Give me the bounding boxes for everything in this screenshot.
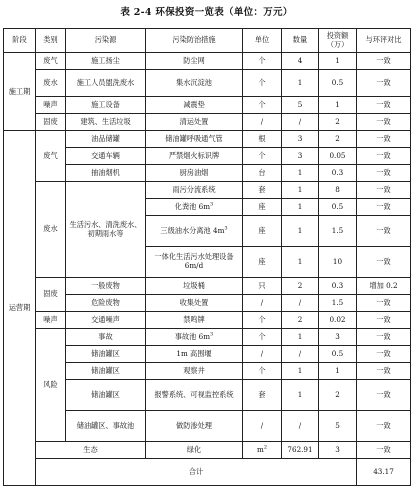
- category-eco: 生态: [36, 442, 146, 459]
- cell-investment: 1: [319, 53, 357, 70]
- cell-compare: 一致: [357, 199, 411, 216]
- cell-investment: 1: [319, 97, 357, 114]
- cell-quantity: 1: [282, 247, 319, 278]
- cell-measure: 集水沉淀池: [146, 70, 243, 97]
- cell-compare: 增加 0.2: [357, 278, 411, 295]
- cell-quantity: /: [282, 411, 319, 442]
- cell-compare: 一致: [357, 363, 411, 380]
- cell-measure: 报警系统、可视监控系统: [146, 380, 243, 411]
- cell-compare: 一致: [357, 70, 411, 97]
- cell-quantity: 3: [282, 148, 319, 165]
- cell-source: 建筑、生活垃圾: [66, 114, 146, 131]
- table-row: [4, 114, 411, 131]
- cell-measure: [146, 247, 243, 278]
- cell-source: 储油罐区、事故池: [66, 411, 146, 442]
- cell-investment: 0.05: [319, 148, 357, 165]
- cell-investment: 1.5: [319, 295, 357, 312]
- table-row: [4, 329, 411, 346]
- table-header-row: [4, 29, 411, 53]
- cell-unit: [243, 442, 282, 459]
- superscript: 3: [210, 331, 214, 338]
- cell-quantity: 2: [282, 312, 319, 329]
- table-row: [4, 165, 411, 182]
- cell-source: 危险废物: [66, 295, 146, 312]
- cell-unit: 个: [243, 148, 282, 165]
- header-compare: 与环评对比: [357, 29, 411, 53]
- category-noise: 噪声: [36, 97, 66, 114]
- cell-investment: 0.02: [319, 312, 357, 329]
- category-noise: 噪声: [36, 312, 66, 329]
- cell-source: 一般废物: [66, 278, 146, 295]
- cell-compare: 一致: [357, 312, 411, 329]
- cell-quantity: 4: [282, 53, 319, 70]
- total-label: 合计: [36, 459, 357, 486]
- superscript: 3: [224, 225, 228, 232]
- cell-investment: 8: [319, 182, 357, 199]
- cell-quantity: 1: [282, 329, 319, 346]
- cell-investment: 1: [319, 363, 357, 380]
- cell-measure: 防尘网: [146, 53, 243, 70]
- cell-unit: 座: [243, 199, 282, 216]
- cell-measure: 雨污分流系统: [146, 182, 243, 199]
- category-risk: 风险: [36, 329, 66, 442]
- cell-compare: 一致: [357, 411, 411, 442]
- cell-source: 储油罐区: [66, 380, 146, 411]
- cell-investment: 10: [319, 247, 357, 278]
- cell-source: 抽油烟机: [66, 165, 146, 182]
- cell-compare: 一致: [357, 53, 411, 70]
- measure-text: 一体化生活污水处理设备 6m/d: [154, 252, 234, 270]
- cell-compare: 一致: [357, 442, 411, 459]
- measure-text: 三级油水分离池 4m: [160, 225, 225, 235]
- table-row: [4, 148, 411, 165]
- cell-measure: 1m 高围堰: [146, 346, 243, 363]
- cell-quantity: 3: [282, 131, 319, 148]
- cell-unit: 个: [243, 363, 282, 380]
- category-gas: 废气: [36, 53, 66, 70]
- cell-investment: 2: [319, 114, 357, 131]
- cell-unit: /: [243, 114, 282, 131]
- category-solid: 固废: [36, 114, 66, 131]
- cell-source: 储油罐区: [66, 363, 146, 380]
- cell-unit: 个: [243, 53, 282, 70]
- total-row: [4, 459, 411, 486]
- cell-compare: 一致: [357, 380, 411, 411]
- cell-unit: 个: [243, 70, 282, 97]
- cell-quantity: /: [282, 295, 319, 312]
- cell-investment: 1.5: [319, 216, 357, 247]
- cell-quantity: /: [282, 346, 319, 363]
- cell-investment: 0.5: [319, 70, 357, 97]
- cell-source: 交通噪声: [66, 312, 146, 329]
- cell-investment: 3: [319, 329, 357, 346]
- cell-unit: 只: [243, 278, 282, 295]
- cell-measure: 收集处置: [146, 295, 243, 312]
- cell-measure: 观察井: [146, 363, 243, 380]
- category-water: 废水: [36, 182, 66, 278]
- header-investment: 投资额（万）: [319, 29, 357, 53]
- header-quantity: 数量: [282, 29, 319, 53]
- cell-compare: 一致: [357, 295, 411, 312]
- cell-measure: 厨房油烟: [146, 165, 243, 182]
- cell-quantity: 762.91: [282, 442, 319, 459]
- cell-unit: 个: [243, 312, 282, 329]
- unit-text: m: [256, 444, 264, 454]
- cell-investment: 3: [319, 442, 357, 459]
- cell-measure: [146, 216, 243, 247]
- cell-quantity: 2: [282, 278, 319, 295]
- cell-measure: 绿化: [146, 442, 243, 459]
- header-unit: 单位: [243, 29, 282, 53]
- table-row: [4, 411, 411, 442]
- cell-source: 施工设备: [66, 97, 146, 114]
- cell-measure: 垃圾桶: [146, 278, 243, 295]
- cell-quantity: 1: [282, 199, 319, 216]
- cell-investment: 5: [319, 411, 357, 442]
- stage-operation: 运营期: [4, 131, 36, 486]
- table-row: [4, 131, 411, 148]
- cell-compare: 一致: [357, 346, 411, 363]
- table-row: [4, 182, 411, 199]
- table-row: [4, 312, 411, 329]
- cell-compare: 一致: [357, 97, 411, 114]
- category-solid: 固废: [36, 278, 66, 312]
- superscript: 3: [210, 201, 214, 208]
- table-row: [4, 278, 411, 295]
- table-row: [4, 442, 411, 459]
- cell-unit: 座: [243, 216, 282, 247]
- table-row: [4, 295, 411, 312]
- cell-compare: 一致: [357, 216, 411, 247]
- cell-measure: 严禁烟火标识牌: [146, 148, 243, 165]
- cell-unit: 个: [243, 97, 282, 114]
- cell-unit: 根: [243, 131, 282, 148]
- cell-source: 事故: [66, 329, 146, 346]
- cell-compare: 一致: [357, 148, 411, 165]
- cell-investment: 2: [319, 131, 357, 148]
- cell-source: 交通车辆: [66, 148, 146, 165]
- cell-source: 施工人员盥洗废水: [66, 70, 146, 97]
- cell-measure: 禁鸣牌: [146, 312, 243, 329]
- cell-unit: 套: [243, 182, 282, 199]
- header-category: 类别: [36, 29, 66, 53]
- cell-measure: 储油罐呼吸通气管: [146, 131, 243, 148]
- cell-investment: 0.5: [319, 199, 357, 216]
- superscript: 2: [263, 444, 267, 451]
- cell-quantity: 1: [282, 380, 319, 411]
- cell-unit: 台: [243, 165, 282, 182]
- cell-compare: 一致: [357, 247, 411, 278]
- header-measure: 污染防治措施: [146, 29, 243, 53]
- cell-compare: 一致: [357, 182, 411, 199]
- environmental-investment-table: [3, 28, 411, 486]
- cell-measure: 减震垫: [146, 97, 243, 114]
- cell-unit: /: [243, 346, 282, 363]
- table-row: [4, 363, 411, 380]
- table-row: [4, 380, 411, 411]
- cell-investment: 0.5: [319, 346, 357, 363]
- cell-unit: 个: [243, 329, 282, 346]
- table-row: [4, 97, 411, 114]
- header-source: 污染源: [66, 29, 146, 53]
- cell-source: 生活污水、清洗废水、初期雨水等: [66, 182, 146, 278]
- cell-compare: 一致: [357, 114, 411, 131]
- category-water: 废水: [36, 70, 66, 97]
- cell-compare: 一致: [357, 165, 411, 182]
- table-row: [4, 70, 411, 97]
- cell-quantity: 1: [282, 363, 319, 380]
- cell-measure: 清运处置: [146, 114, 243, 131]
- cell-quantity: 1: [282, 182, 319, 199]
- cell-quantity: 1: [282, 165, 319, 182]
- cell-quantity: /: [282, 114, 319, 131]
- cell-compare: 一致: [357, 329, 411, 346]
- stage-construction: 施工期: [4, 53, 36, 131]
- table-row: [4, 346, 411, 363]
- cell-unit: /: [243, 411, 282, 442]
- table-title: 表 2-4 环保投资一览表（单位：万元）: [120, 7, 293, 18]
- cell-unit: 套: [243, 380, 282, 411]
- measure-text: 化粪池 6m: [174, 201, 211, 211]
- cell-investment: 2: [319, 380, 357, 411]
- cell-compare: 一致: [357, 131, 411, 148]
- cell-quantity: 1: [282, 216, 319, 247]
- category-gas: 废气: [36, 131, 66, 182]
- cell-source: 施工扬尘: [66, 53, 146, 70]
- cell-unit: /: [243, 295, 282, 312]
- cell-unit: 座: [243, 247, 282, 278]
- cell-source: 油品储罐: [66, 131, 146, 148]
- header-stage: 阶段: [4, 29, 36, 53]
- total-investment: 43.17: [357, 459, 411, 486]
- measure-text: 事故池 6m: [174, 331, 211, 341]
- cell-quantity: 5: [282, 97, 319, 114]
- cell-investment: 0.3: [319, 278, 357, 295]
- table-row: [4, 53, 411, 70]
- cell-quantity: 1: [282, 70, 319, 97]
- cell-measure: [146, 199, 243, 216]
- cell-measure: 做防渗处理: [146, 411, 243, 442]
- cell-investment: 0.3: [319, 165, 357, 182]
- cell-measure: [146, 329, 243, 346]
- cell-source: 储油罐区: [66, 346, 146, 363]
